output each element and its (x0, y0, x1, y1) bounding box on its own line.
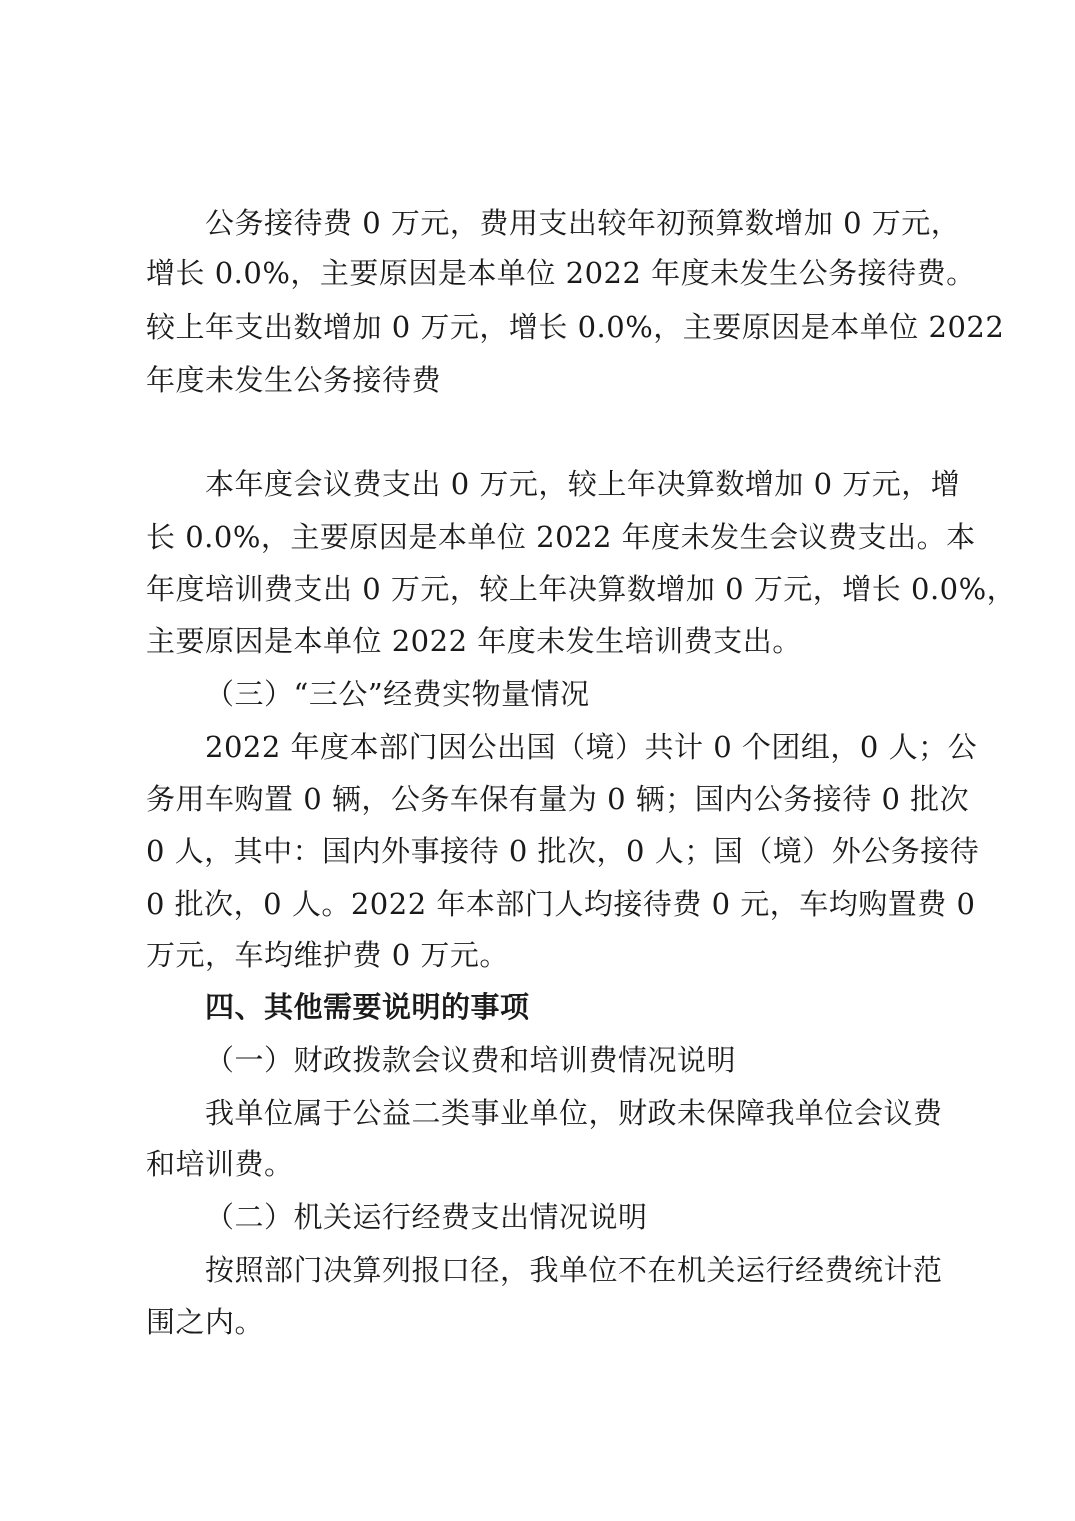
paragraph-line: 公务接待费 0 万元，费用支出较年初预算数增加 0 万元， (205, 206, 961, 240)
paragraph-line: 长 0.0%，主要原因是本单位 2022 年度未发生会议费支出。本 (146, 520, 976, 554)
paragraph-line: 增长 0.0%，主要原因是本单位 2022 年度未发生公务接待费。 (146, 256, 976, 290)
paragraph-line: 较上年支出数增加 0 万元，增长 0.0%，主要原因是本单位 2022 (146, 310, 1005, 344)
paragraph-line: 年度培训费支出 0 万元，较上年决算数增加 0 万元，增长 0.0%， (146, 572, 1017, 606)
paragraph-line: 按照部门决算列报口径，我单位不在机关运行经费统计范 (205, 1253, 943, 1287)
paragraph-line: 0 人，其中：国内外事接待 0 批次，0 人；国（境）外公务接待 (146, 834, 980, 868)
paragraph-line: 年度未发生公务接待费 (146, 363, 442, 397)
section-heading: （三）“三公”经费实物量情况 (205, 677, 590, 711)
subsection-heading: （二）机关运行经费支出情况说明 (205, 1200, 648, 1234)
subsection-heading: （一）财政拨款会议费和培训费情况说明 (205, 1043, 737, 1077)
paragraph-line: 万元，车均维护费 0 万元。 (146, 938, 509, 972)
paragraph-line: 本年度会议费支出 0 万元，较上年决算数增加 0 万元，增 (205, 467, 961, 501)
section-heading: 四、其他需要说明的事项 (205, 990, 530, 1024)
paragraph-line: 和培训费。 (146, 1147, 294, 1181)
paragraph-line: 主要原因是本单位 2022 年度未发生培训费支出。 (146, 624, 802, 658)
paragraph-line: 2022 年度本部门因公出国（境）共计 0 个团组，0 人；公 (205, 730, 978, 764)
paragraph-line: 务用车购置 0 辆，公务车保有量为 0 辆；国内公务接待 0 批次 (146, 782, 970, 816)
paragraph-line: 我单位属于公益二类事业单位，财政未保障我单位会议费 (205, 1096, 943, 1130)
paragraph-line: 围之内。 (146, 1305, 265, 1339)
paragraph-line: 0 批次，0 人。2022 年本部门人均接待费 0 元，车均购置费 0 (146, 887, 976, 921)
